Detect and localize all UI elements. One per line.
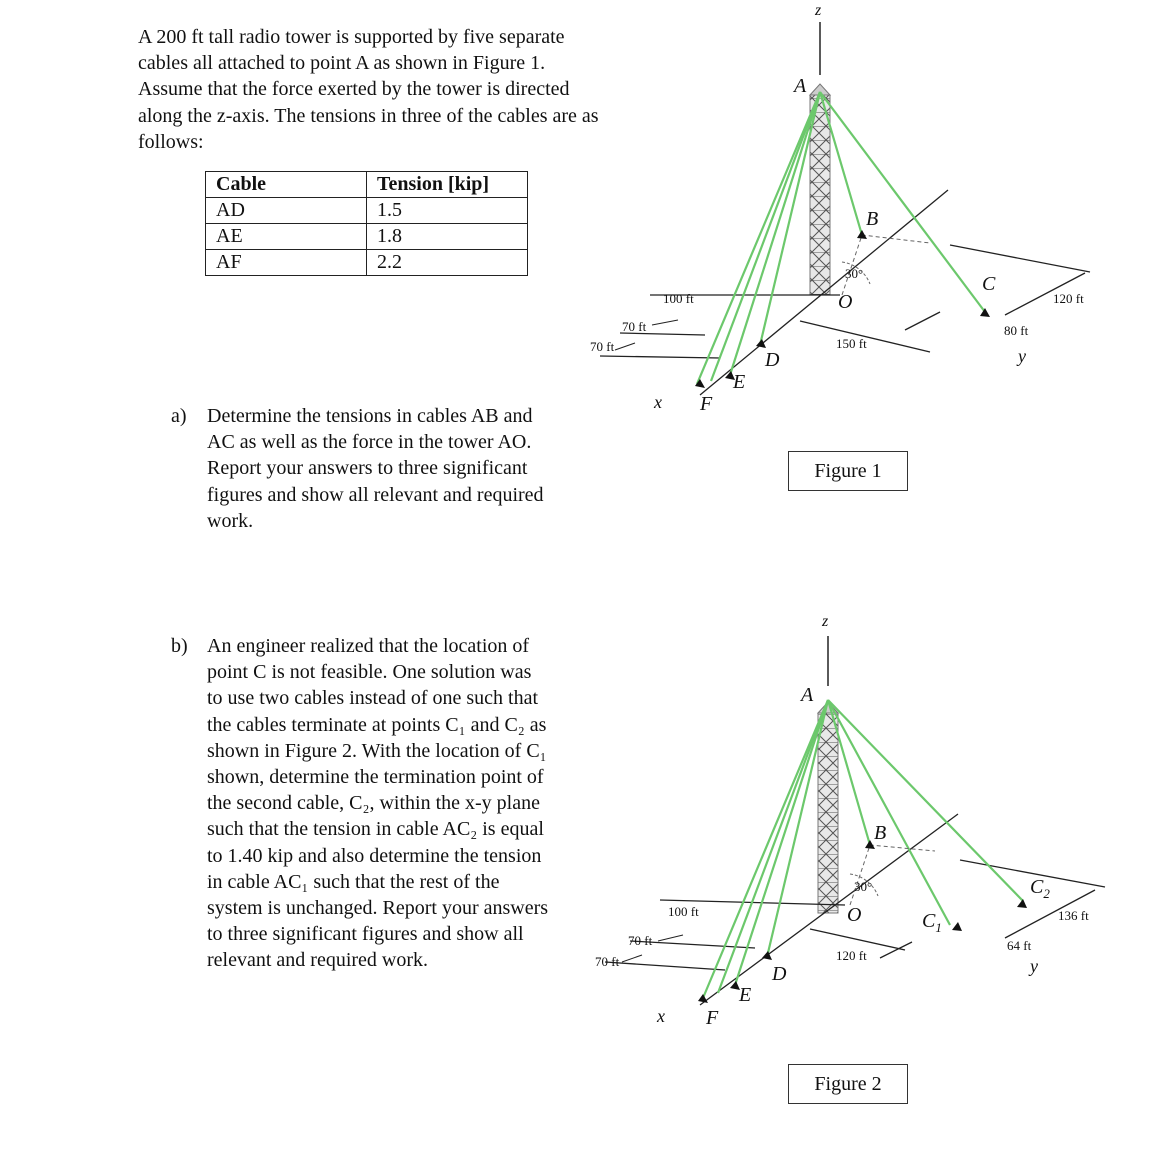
z-label: z	[822, 613, 829, 630]
intro-line: A 200 ft tall radio tower is supported by five separate	[138, 26, 565, 48]
question-b-line: the second cable, C₂, within the x-y plane	[207, 792, 540, 815]
figure-2-caption: Figure 2	[788, 1064, 908, 1104]
label-y: y	[1018, 346, 1026, 366]
question-b-line: relevant and required work.	[207, 949, 429, 972]
question-b-line: system is unchanged. Report your answers	[207, 897, 549, 920]
figure-1-caption: Figure 1	[788, 451, 908, 491]
label-f: F	[700, 393, 713, 415]
question-b-line: shown, determine the termination point of	[207, 766, 544, 789]
dim-120: 120 ft	[1053, 291, 1084, 306]
label-x: x	[657, 1006, 665, 1026]
label-f: F	[706, 1007, 719, 1029]
header-tension: Tension [kip]	[367, 172, 528, 198]
intro-line: follows:	[138, 130, 204, 153]
cell-cable: AD	[206, 198, 367, 224]
label-c: C	[982, 273, 996, 295]
intro-line: along the z-axis. The tensions in three of the cables are as	[138, 104, 599, 127]
intro-line: cables all attached to point A as shown in Figure 1.	[138, 52, 546, 75]
cell-tension: 2.2	[367, 250, 528, 276]
question-b-label: b)	[171, 635, 188, 657]
label-c1: $C_1$	[922, 910, 942, 935]
label-d: D	[765, 349, 780, 371]
question-b-line: in cable AC₁ such that the rest of the	[207, 870, 500, 893]
dim-70b: 70 ft	[595, 954, 620, 969]
label-b: B	[866, 208, 879, 230]
question-b-line: An engineer realized that the location of	[207, 635, 530, 657]
question-a-label: a)	[171, 405, 187, 427]
question-b-line: point C is not feasible. One solution was	[207, 661, 532, 684]
question-b-line: such that the tension in cable AC₂ is equal	[207, 818, 544, 841]
intro-line: Assume that the force exerted by the tower is directed	[138, 78, 570, 101]
label-o: O	[847, 904, 862, 926]
question-a-line: AC as well as the force in the tower AO.	[207, 431, 532, 454]
dim-70a: 70 ft	[628, 933, 653, 948]
cell-tension: 1.5	[367, 198, 528, 224]
dim-64: 64 ft	[1007, 938, 1032, 953]
header-cable: Cable	[206, 172, 367, 198]
label-o: O	[838, 291, 853, 313]
dim-70a: 70 ft	[622, 319, 647, 334]
label-angle: 30°	[854, 879, 873, 894]
figure-2	[595, 613, 1105, 1029]
z-label: z	[815, 2, 822, 19]
question-a-line: work.	[207, 509, 254, 532]
dashed-ob	[842, 235, 930, 295]
dim-80: 80 ft	[1004, 323, 1029, 338]
question-a-line: figures and show all relevant and required	[207, 483, 544, 506]
question-a-line: Determine the tensions in cables AB and	[207, 405, 533, 427]
label-d: D	[772, 963, 787, 985]
question-a-line: Report your answers to three significant	[207, 457, 528, 480]
label-e: E	[739, 984, 752, 1006]
dim-150: 150 ft	[836, 336, 867, 351]
dim-120: 120 ft	[836, 948, 867, 963]
dim-136: 136 ft	[1058, 908, 1089, 923]
label-a: A	[794, 75, 807, 97]
label-x: x	[654, 392, 662, 412]
label-c2: $C_2$	[1030, 876, 1050, 901]
dim-100: 100 ft	[668, 904, 699, 919]
label-e: E	[733, 371, 746, 393]
cell-cable: AF	[206, 250, 367, 276]
label-y: y	[1030, 956, 1038, 976]
cell-tension: 1.8	[367, 224, 528, 250]
label-a: A	[801, 684, 814, 706]
cell-cable: AE	[206, 224, 367, 250]
question-b-line: shown in Figure 2. With the location of C₁	[207, 739, 547, 762]
dim-70b: 70 ft	[590, 339, 615, 354]
label-angle: 30°	[845, 266, 864, 281]
anchors	[698, 840, 1027, 1003]
question-b-line: to 1.40 kip and also determine the tension	[207, 844, 542, 867]
question-b-line: to three significant figures and show all	[207, 923, 524, 946]
dim-100: 100 ft	[663, 291, 694, 306]
label-b: B	[874, 822, 887, 844]
question-b-line: to use two cables instead of one such that	[207, 687, 539, 710]
tower	[818, 713, 838, 913]
question-b-line: the cables terminate at points C₁ and C₂ as	[207, 713, 547, 736]
figure-1	[590, 2, 1090, 415]
